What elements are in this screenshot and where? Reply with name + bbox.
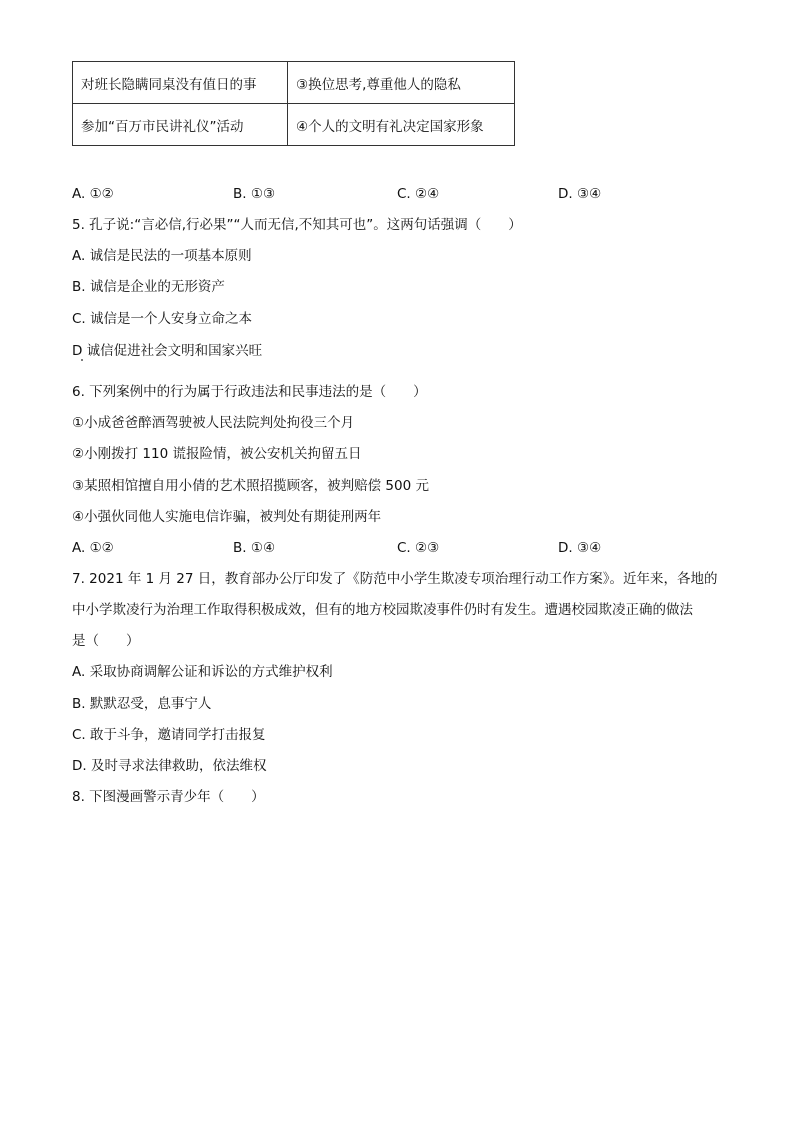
q8-stem: 8. 下图漫画警示青少年（ ） bbox=[72, 789, 265, 805]
table-cell: 参加“百万市民讲礼仪”活动 bbox=[73, 104, 288, 146]
q7-stem-line-3: 是（ ） bbox=[72, 633, 140, 649]
q7-stem-line-1: 7. 2021 年 1 月 27 日，教育部办公厅印发了《防范中小学生欺凌专项治理行动工作方案》。近年来，各地的 bbox=[72, 571, 718, 587]
option-c[interactable]: C. ②③ bbox=[397, 540, 440, 556]
q4-options bbox=[72, 184, 722, 204]
option-d[interactable]: D. ③④ bbox=[558, 540, 602, 556]
option-d[interactable]: D. ③④ bbox=[558, 186, 602, 202]
table-cell: ③换位思考,尊重他人的隐私 bbox=[288, 62, 515, 104]
choice-table bbox=[72, 61, 515, 146]
q7-option-d[interactable]: D. 及时寻求法律救助，依法维权 bbox=[72, 758, 267, 774]
q6-options bbox=[72, 538, 722, 558]
option-b[interactable]: B. ①③ bbox=[233, 186, 276, 202]
table-row bbox=[73, 104, 515, 146]
table-cell: 对班长隐瞒同桌没有值日的事 bbox=[73, 62, 288, 104]
option-c[interactable]: C. ②④ bbox=[397, 186, 440, 202]
table-cell: ④个人的文明有礼决定国家形象 bbox=[288, 104, 515, 146]
q6-item-1: ①小成爸爸醉酒驾驶被人民法院判处拘役三个月 bbox=[72, 415, 355, 431]
option-a[interactable]: A. ①② bbox=[72, 540, 114, 556]
q6-stem: 6. 下列案例中的行为属于行政违法和民事违法的是（ ） bbox=[72, 384, 427, 400]
q6-item-4: ④小强伙同他人实施电信诈骗，被判处有期徒刑两年 bbox=[72, 509, 382, 525]
q6-item-2: ②小刚拨打 110 谎报险情，被公安机关拘留五日 bbox=[72, 446, 362, 462]
q7-option-c[interactable]: C. 敢于斗争，邀请同学打击报复 bbox=[72, 727, 266, 743]
q5-option-c[interactable]: C. 诚信是一个人安身立命之本 bbox=[72, 311, 253, 327]
option-b[interactable]: B. ①④ bbox=[233, 540, 276, 556]
q7-option-a[interactable]: A. 采取协商调解公证和诉讼的方式维护权利 bbox=[72, 664, 333, 680]
table-row bbox=[73, 62, 515, 104]
option-a[interactable]: A. ①② bbox=[72, 186, 114, 202]
q5-option-b[interactable]: B. 诚信是企业的无形资产 bbox=[72, 279, 225, 295]
q6-item-3: ③某照相馆擅自用小倩的艺术照招揽顾客，被判赔偿 500 元 bbox=[72, 478, 429, 494]
q5-option-d[interactable]: D 诚信促进社会文明和国家兴旺 bbox=[72, 343, 263, 359]
q7-option-b[interactable]: B. 默默忍受，息事宁人 bbox=[72, 696, 212, 712]
q7-stem-line-2: 中小学欺凌行为治理工作取得积极成效，但有的地方校园欺凌事件仍时有发生。遭遇校园欺凌正确的做法 bbox=[72, 602, 693, 618]
stray-dot bbox=[81, 359, 83, 361]
q5-stem: 5. 孔子说:“言必信,行必果”“人而无信,不知其可也”。这两句话强调（ ） bbox=[72, 217, 522, 233]
q5-option-a[interactable]: A. 诚信是民法的一项基本原则 bbox=[72, 248, 252, 264]
